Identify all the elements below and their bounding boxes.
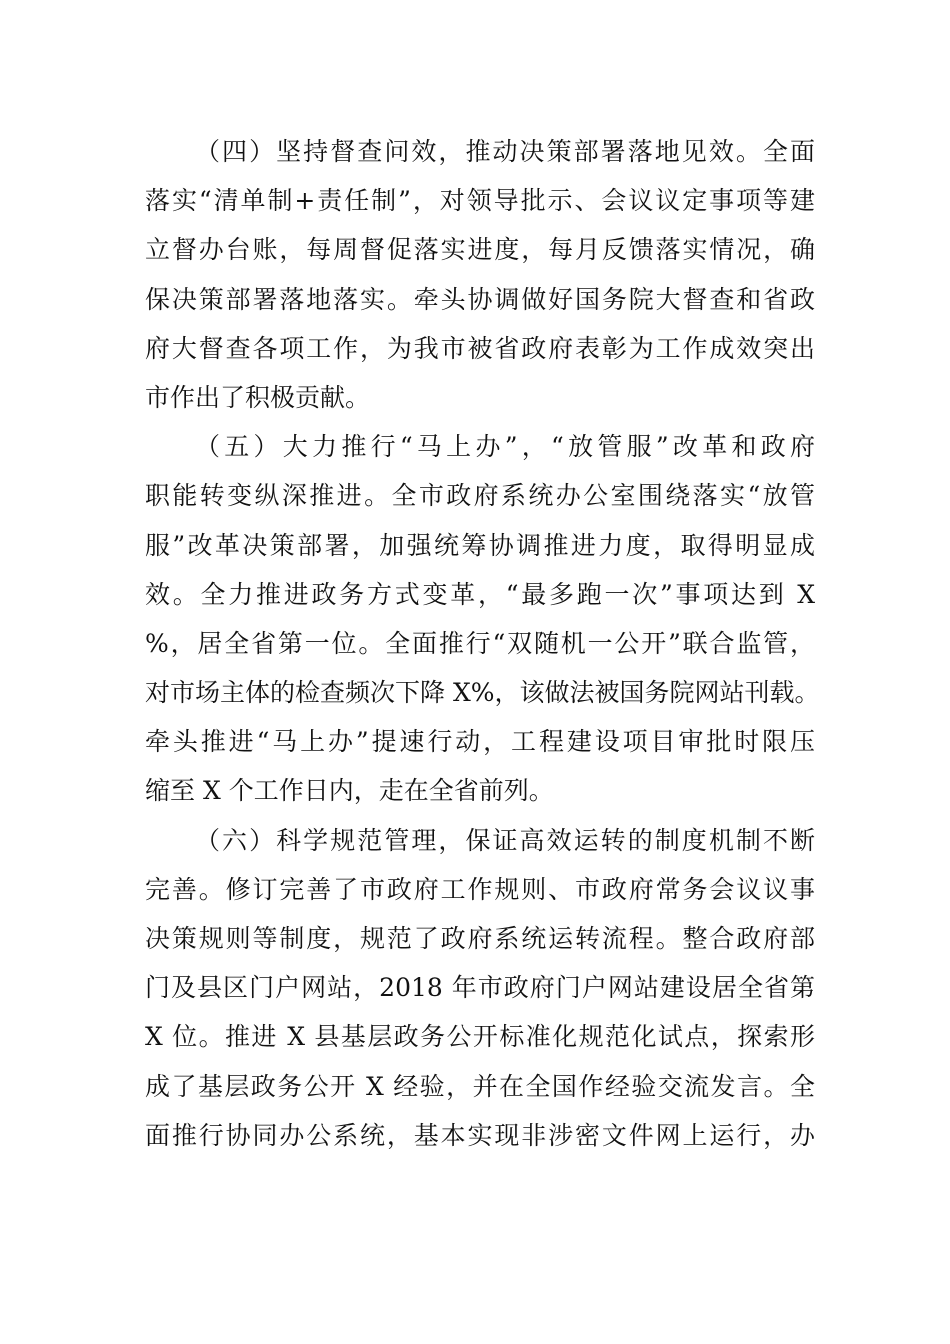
text-line: 门及县区门户网站，2018 年市政府门户网站建设居全省第 bbox=[145, 973, 815, 1003]
text-line: 府大督查各项工作，为我市被省政府表彰为工作成效突出 bbox=[145, 333, 815, 363]
text-line: 面推行协同办公系统，基本实现非涉密文件网上运行，办 bbox=[145, 1120, 815, 1150]
text-line: 立督办台账，每周督促落实进度，每月反馈落实情况，确 bbox=[145, 235, 815, 265]
text-line: 市作出了积极贡献。 bbox=[145, 382, 371, 412]
paragraph-4-heading-line: （四）坚持督查问效，推动决策部署落地见效。全面 bbox=[195, 137, 815, 166]
text-line: 落实“清单制+责任制”，对领导批示、会议议定事项等建 bbox=[145, 186, 815, 216]
text-line: 效。全力推进政务方式变革，“最多跑一次”事项达到 X bbox=[145, 579, 815, 609]
text-line: X 位。推进 X 县基层政务公开标准化规范化试点，探索形 bbox=[145, 1022, 815, 1052]
text-line: 决策规则等制度，规范了政府系统运转流程。整合政府部 bbox=[145, 924, 815, 953]
text-line: 对市场主体的检查频次下降 X%，该做法被国务院网站刊载。 bbox=[145, 678, 820, 708]
text-line: 缩至 X 个工作日内，走在全省前列。 bbox=[145, 776, 554, 806]
paragraph-5-heading-line: （五）大力推行“马上办”，“放管服”改革和政府 bbox=[195, 432, 815, 462]
text-line: 牵头推进“马上办”提速行动，工程建设项目审批时限压 bbox=[145, 727, 815, 757]
text-line: 成了基层政务公开 X 经验，并在全国作经验交流发言。全 bbox=[145, 1071, 815, 1101]
text-line: %，居全省第一位。全面推行“双随机一公开”联合监管， bbox=[145, 628, 815, 658]
text-line: 保决策部署落地落实。牵头协调做好国务院大督查和省政 bbox=[145, 284, 815, 314]
document-body bbox=[145, 127, 820, 1160]
text-line: 职能转变纵深推进。全市政府系统办公室围绕落实“放管 bbox=[145, 481, 815, 511]
paragraph-6-heading-line: （六）科学规范管理，保证高效运转的制度机制不断 bbox=[195, 825, 815, 855]
text-line: 完善。修订完善了市政府工作规则、市政府常务会议议事 bbox=[145, 874, 815, 904]
text-line: 服”改革决策部署，加强统筹协调推进力度，取得明显成 bbox=[145, 530, 815, 560]
